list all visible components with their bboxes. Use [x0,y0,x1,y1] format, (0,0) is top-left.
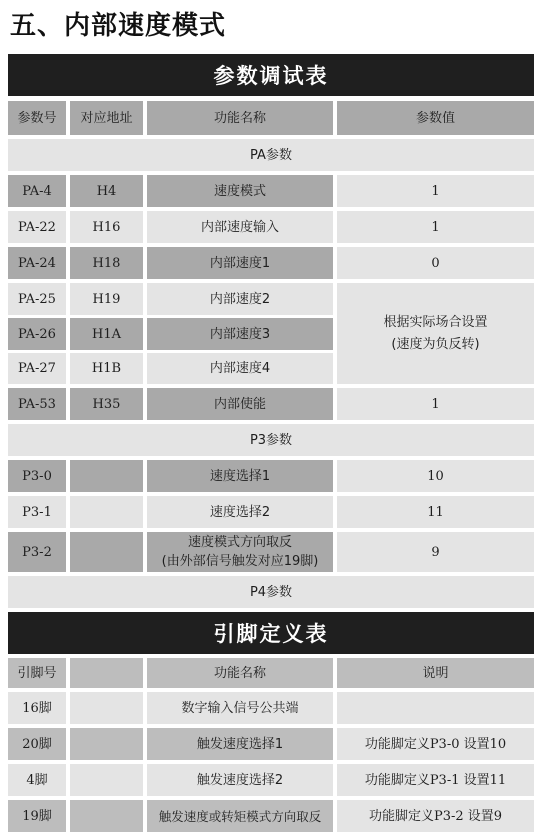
table-row-value: 1 [337,211,534,243]
table-row-function: 触发速度选择1 [147,728,333,760]
table-row-function: 内部速度2 [147,283,333,315]
merged-value-cell [337,283,534,384]
table-row-blank [70,800,143,832]
table-row-description [337,692,534,724]
table-row-address: H19 [70,283,143,315]
table-row-param: PA-24 [8,247,66,279]
table-row-pin: 20脚 [8,728,66,760]
function-line1: 速度模式方向取反 [187,535,292,550]
table-row-param: P3-0 [8,460,66,492]
table-row-value: 1 [337,388,534,420]
header-address: 对应地址 [70,101,143,135]
table-row-address [70,460,143,492]
table-row-address [70,496,143,528]
page-title: 五、内部速度模式 [10,11,227,41]
group-p3-params: P3参数 [8,424,534,456]
table-row-value: 11 [337,496,534,528]
table-row-address: H4 [70,175,143,207]
table-row-param: P3-1 [8,496,66,528]
table-row-param: PA-4 [8,175,66,207]
table-row-function: 速度选择2 [147,496,333,528]
table-row-function: 内部速度3 [147,318,333,350]
table-row-function: 触发速度选择2 [147,764,333,796]
table-row-function: 速度选择1 [147,460,333,492]
header-param-value: 参数值 [337,101,534,135]
table-row-pin: 4脚 [8,764,66,796]
table-row-param: PA-22 [8,211,66,243]
table-row-address: H1B [70,353,143,384]
table-row-function: 内部速度输入 [147,211,333,243]
table-row-address: H35 [70,388,143,420]
table-row-blank [70,692,143,724]
group-p4-params: P4参数 [8,576,534,608]
table-row-function: 内部速度4 [147,353,333,384]
table-row-param: PA-26 [8,318,66,350]
table-row-value: 1 [337,175,534,207]
function-line2: (由外部信号触发对应19脚) [161,554,319,569]
table-row-function: 数字输入信号公共端 [147,692,333,724]
table-row-function [147,532,333,572]
table-row-value: 0 [337,247,534,279]
table-row-function: 内部速度1 [147,247,333,279]
header-blank [70,658,143,688]
group-pa-params: PA参数 [8,139,534,171]
table-row-description: 功能脚定义P3-0 设置10 [337,728,534,760]
table-row-address: H1A [70,318,143,350]
merged-value-line1: 根据实际场合设置 [383,314,488,330]
table-row-address: H18 [70,247,143,279]
table-row-value: 9 [337,532,534,572]
table-row-pin: 19脚 [8,800,66,832]
table-row-blank [70,728,143,760]
merged-value-line2: (速度为负反转) [391,336,480,352]
table-row-address [70,532,143,572]
table-row-value: 10 [337,460,534,492]
header-function-name: 功能名称 [147,658,333,688]
table-row-description: 功能脚定义P3-1 设置11 [337,764,534,796]
header-pin-no: 引脚号 [8,658,66,688]
param-table-title: 参数调试表 [8,54,534,96]
table-row-pin: 16脚 [8,692,66,724]
table-row-blank [70,764,143,796]
table-row-function: 触发速度或转矩模式方向取反 [147,800,333,832]
header-function-name: 功能名称 [147,101,333,135]
table-row-function: 速度模式 [147,175,333,207]
table-row-param: PA-53 [8,388,66,420]
pin-table-title: 引脚定义表 [8,612,534,654]
header-param-no: 参数号 [8,101,66,135]
header-description: 说明 [337,658,534,688]
table-row-param: P3-2 [8,532,66,572]
table-row-address: H16 [70,211,143,243]
table-row-param: PA-27 [8,353,66,384]
table-row-param: PA-25 [8,283,66,315]
table-row-function: 内部使能 [147,388,333,420]
table-row-description: 功能脚定义P3-2 设置9 [337,800,534,832]
